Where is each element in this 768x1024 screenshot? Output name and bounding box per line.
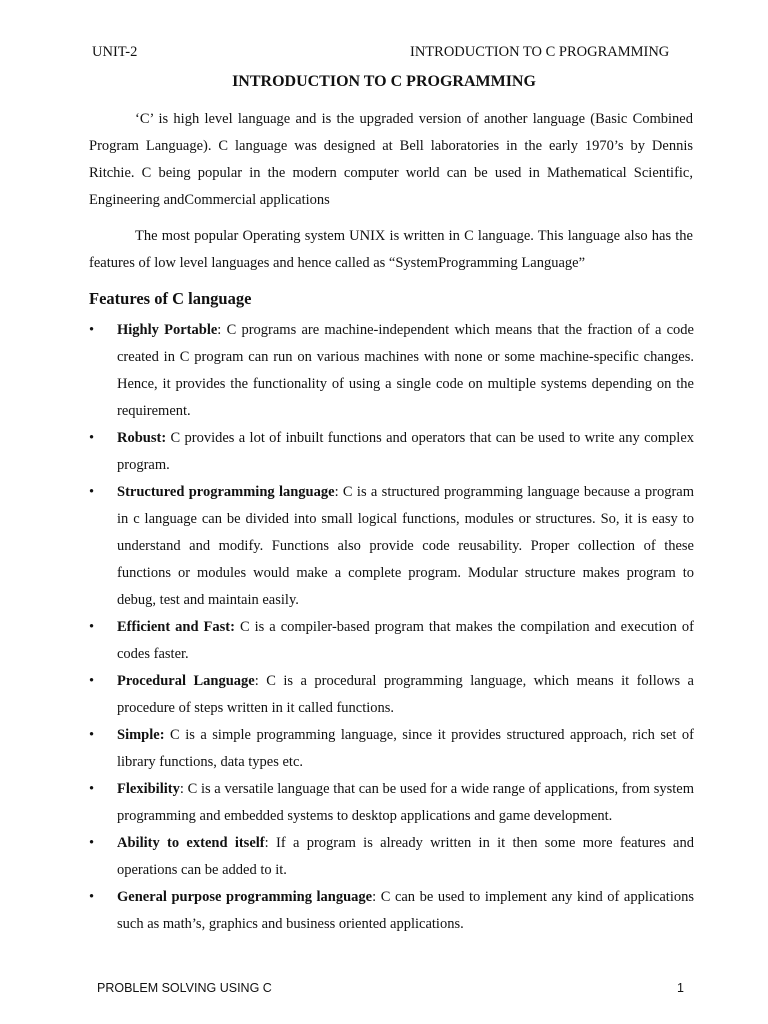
list-item xyxy=(89,884,694,938)
list-item xyxy=(89,830,694,884)
feature-term: Structured programming language xyxy=(117,484,335,500)
bullet-icon: • xyxy=(89,835,95,851)
bullet-icon: • xyxy=(89,889,95,905)
intro-paragraph: ‘C’ is high level language and is the upgraded version of another language (Basic Combined Program Language). C language was designed at Bell laboratories in the early 1970’s by Dennis Ritchie. C being popular in the modern computer world can be used in Mathematical Scientific, Engineering andCommercial applications xyxy=(89,111,693,208)
feature-term: Ability to extend itself xyxy=(117,835,265,851)
list-item xyxy=(89,722,694,776)
page-number: 1 xyxy=(677,981,684,995)
bullet-icon: • xyxy=(89,781,95,797)
feature-separator: : xyxy=(179,781,188,797)
list-item xyxy=(89,317,694,425)
feature-text: C programs are machine-independent which means that the fraction of a code created in C program can run on various machines with none or some machine-specific changes. Hence, it provides the functionality of using a single code on multiple systems depending on the requirement. xyxy=(117,322,694,419)
feature-separator: : xyxy=(254,673,267,689)
feature-separator: : xyxy=(264,835,276,851)
section-heading: Features of C language xyxy=(89,289,252,308)
feature-text: C is a procedural programming language, which means it follows a procedure of steps written in it called functions. xyxy=(117,673,694,716)
feature-text: C is a compiler-based program that makes the compilation and execution of codes faster. xyxy=(117,619,695,662)
list-item xyxy=(89,668,694,722)
feature-text: If a program is already written in it then some more features and operations can be added to it. xyxy=(117,835,694,878)
list-item xyxy=(89,479,694,614)
bullet-icon: • xyxy=(89,673,95,689)
features-list xyxy=(89,317,694,938)
header-unit: UNIT-2 xyxy=(92,44,138,60)
feature-text: C is a structured programming language because a program in c language can be divided into small logical functions, modules or structures. So, it is easy to understand and modify. Functions also provide code reusability. Proper collection of these functions or modules would make a complete program. Modular structure makes program to debug, test and maintain easily. xyxy=(117,484,694,608)
feature-text: C is a versatile language that can be used for a wide range of applications, from system programming and embedded systems to desktop applications and game development. xyxy=(117,781,695,824)
list-item xyxy=(89,614,694,668)
bullet-icon: • xyxy=(89,727,95,743)
feature-term: Robust: xyxy=(117,430,167,446)
feature-term: Highly Portable xyxy=(117,322,218,338)
feature-text: C is a simple programming language, since it provides structured approach, rich set of library functions, data types etc. xyxy=(117,727,695,770)
feature-separator: : xyxy=(334,484,343,500)
list-item xyxy=(89,425,694,479)
bullet-icon: • xyxy=(89,484,95,500)
feature-text: C provides a lot of inbuilt functions and operators that can be used to write any complex program. xyxy=(117,430,695,473)
feature-text: C can be used to implement any kind of applications such as math’s, graphics and business oriented applications. xyxy=(117,889,694,932)
page-title: INTRODUCTION TO C PROGRAMMING xyxy=(232,73,536,90)
bullet-icon: • xyxy=(89,430,95,446)
list-item xyxy=(89,776,694,830)
bullet-icon: • xyxy=(89,322,95,338)
feature-term: Flexibility xyxy=(117,781,180,797)
feature-term: Efficient and Fast: xyxy=(117,619,235,635)
feature-term: Procedural Language xyxy=(117,673,255,689)
feature-separator: : xyxy=(372,889,381,905)
feature-separator: : xyxy=(217,322,227,338)
feature-term: Simple: xyxy=(117,727,165,743)
bullet-icon: • xyxy=(89,619,95,635)
header-chapter: INTRODUCTION TO C PROGRAMMING xyxy=(410,44,670,60)
unix-paragraph: The most popular Operating system UNIX is written in C language. This language also has the features of low level languages and hence called as “SystemProgramming Language” xyxy=(89,228,693,271)
feature-term: General purpose programming language xyxy=(117,889,373,905)
footer-course-title: PROBLEM SOLVING USING C xyxy=(97,981,272,995)
